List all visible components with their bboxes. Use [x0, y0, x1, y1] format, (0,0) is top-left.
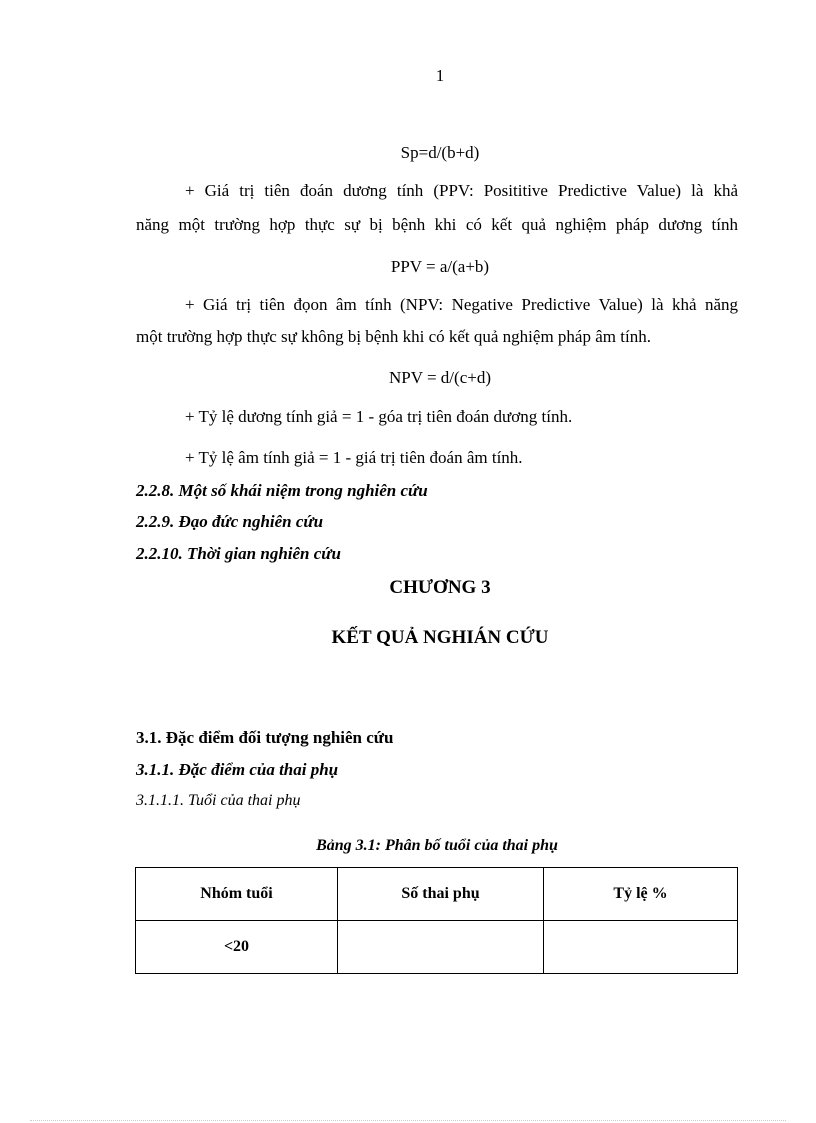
table-cell-percent [544, 921, 738, 974]
age-distribution-table [135, 867, 738, 974]
paragraph-false-positive: + Tỷ lệ dương tính giả = 1 - góa trị tiên đoán dương tính. [185, 407, 573, 426]
table-cell-count [338, 921, 544, 974]
table-header-age-group: Nhóm tuổi [136, 868, 338, 921]
table-row [136, 921, 738, 974]
section-subsubheading: 3.1.1.1. Tuổi của thai phụ [136, 792, 301, 809]
page-number: 1 [435, 66, 445, 85]
paragraph-npv-line-2: một trường hợp thực sự không bị bệnh khi có kết quả nghiệm pháp âm tính. [136, 327, 651, 346]
formula-npv: NPV = d/(c+d) [389, 368, 491, 387]
subheading-2-2-8: 2.2.8. Một số khái niệm trong nghiên cứu [136, 481, 428, 500]
formula-specificity: Sp=d/(b+d) [400, 143, 480, 162]
table-header-count: Số thai phụ [338, 868, 544, 921]
table-caption: Bảng 3.1: Phân bố tuổi của thai phụ [316, 837, 558, 854]
section-heading: 3.1. Đặc điểm đối tượng nghiên cứu [136, 728, 394, 747]
subheading-2-2-10: 2.2.10. Thời gian nghiên cứu [136, 544, 341, 563]
subheading-2-2-9: 2.2.9. Đạo đức nghiên cứu [136, 512, 324, 531]
chapter-title: KẾT QUẢ NGHIÁN CỨU [331, 627, 549, 648]
paragraph-npv-line-1: + Giá trị tiên đọon âm tính (NPV: Negative Predictive Value) là khả năng [185, 295, 738, 314]
chapter-label: CHƯƠNG 3 [389, 577, 491, 598]
table-cell-age-group: <20 [136, 921, 338, 974]
paragraph-false-negative: + Tỷ lệ âm tính giả = 1 - giá trị tiên đoán âm tính. [185, 448, 523, 467]
table-header-row [136, 868, 738, 921]
paragraph-ppv-line-2: năng một trường hợp thực sự bị bệnh khi có kết quả nghiệm pháp dương tính [136, 215, 738, 234]
table-header-percent: Tỷ lệ % [544, 868, 738, 921]
section-subheading: 3.1.1. Đặc điểm của thai phụ [136, 760, 339, 779]
formula-ppv: PPV = a/(a+b) [390, 257, 490, 276]
page-bottom-divider [30, 1120, 786, 1121]
paragraph-ppv-line-1: + Giá trị tiên đoán dương tính (PPV: Posititive Predictive Value) là khả [185, 181, 738, 200]
